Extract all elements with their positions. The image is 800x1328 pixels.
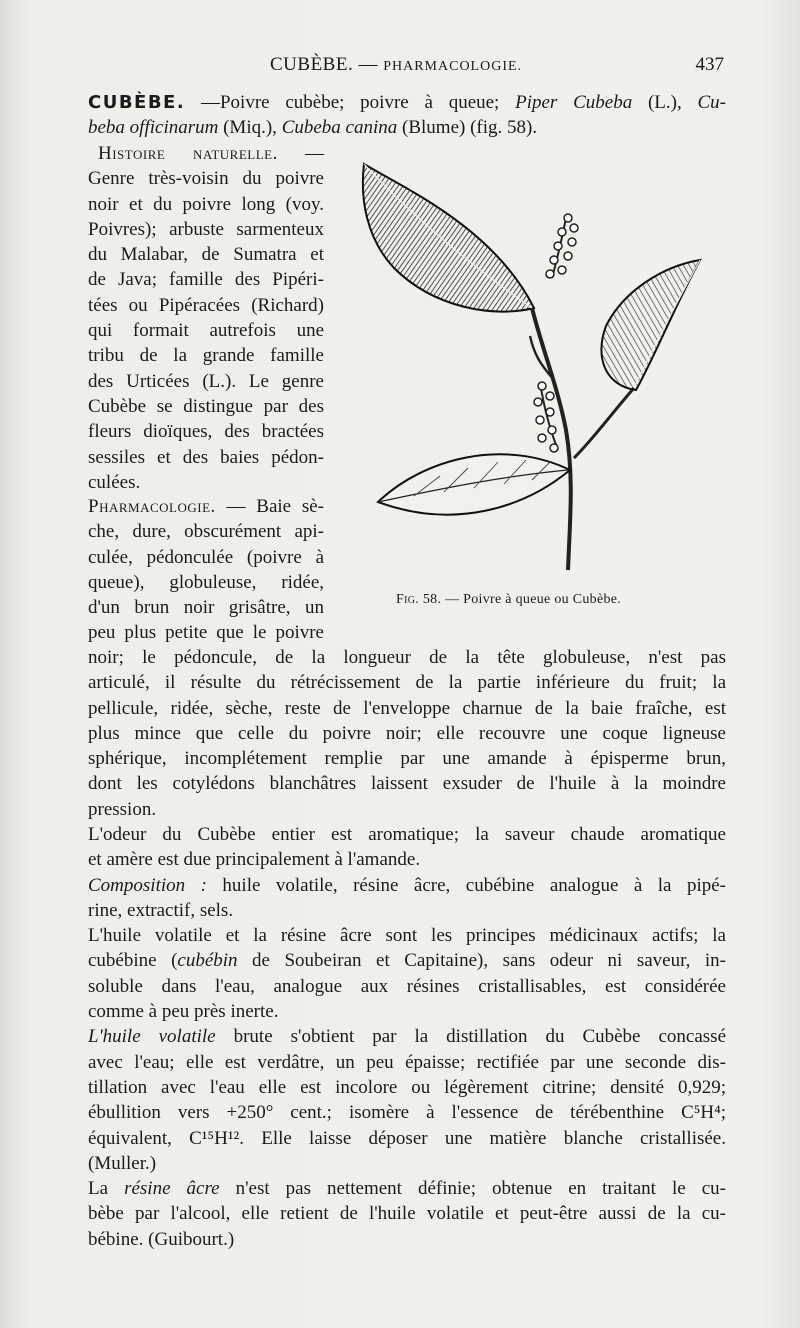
histoire-line-2: noir et du poivre long (voy. [88,193,324,215]
figure-label: Fig. 58. [396,592,442,607]
pharmaco-line-3: queue), globuleuse, ridée, [88,571,324,593]
histoire-line-7: qui formait autrefois une [88,320,324,342]
cubebe-illustration [344,158,724,598]
cu-prefix: Cu- [697,92,726,113]
miq: (Miq.), [218,117,282,139]
pharmaco-full-line-4: plus mince que celle du poivre noir; elle recouvre une coque ligneuse [88,722,726,744]
cubeba-officinarum: beba officinarum [88,117,219,139]
pharmaco-heading: Pharmacologie. [88,496,216,517]
pharmaco-full-line-5: sphérique, incomplétement remplie par une amande à épisperme brun, [88,748,726,770]
resine-label: résine âcre [124,1178,220,1200]
composition-label: Composition : [88,874,207,896]
figure-caption [396,592,716,608]
resine-line-2: bébine. (Guibourt.) [88,1228,235,1250]
cubeba-canina: Cubeba canina [281,117,398,139]
histoire-line-6: tées ou Pipéracées (Richard) [88,294,324,316]
histoire-line-5: de Java; famille des Pipéri- [88,269,324,291]
histoire-line-1: Genre très-voisin du poivre [88,168,324,190]
cubebin: cubébin [177,950,238,972]
huile-volatile-rest: brute s'obtient par la distillation du Cubèbe concassé [215,1026,727,1048]
running-head-cubebe: CUBÈBE. [270,54,354,75]
resine-line-1: bèbe par l'alcool, elle retient de l'huile volatile et peut-être aussi de la cu- [88,1203,726,1225]
huile-lines [88,1050,726,1176]
huile-resine-line-1: L'huile volatile et la résine âcre sont les principes médicinaux actifs; la [88,925,726,947]
head-word: CUBÈBE. [88,92,186,113]
pharmaco-line-1: che, dure, obscurément api- [88,521,324,543]
pharmaco-full-line-1: noir; le pédoncule, de la longueur de la tête globuleuse, n'est pas [88,647,726,668]
histoire-line-13: culées. [88,471,141,493]
histoire-line-9: des Urticées (L.). Le genre [88,370,324,392]
cubebine-line [88,948,726,973]
histoire-line-8: tribu de la grande famille [88,345,324,367]
entry-line1: —Poivre cubèbe; poivre à queue; [185,92,516,113]
huile-line-3: ébullition vers +250° cent.; isomère à l'essence de térébenthine C⁵H⁴; [88,1102,726,1124]
pharmaco-full-line-2: articulé, il résulte du rétrécissement de la partie inférieure du fruit; la [88,672,726,694]
composition-line-1 [88,873,726,898]
figure-58 [344,158,724,608]
pharmaco-full-line-3: pellicule, ridée, sèche, reste de l'enveloppe charnue de la baie fraîche, est [88,697,726,719]
huile-line-2: tillation avec l'eau elle est incolore ou légèrement citrine; densité 0,929; [88,1076,726,1098]
page-number: 437 [695,54,724,75]
histoire-dash: — [277,143,325,164]
composition-text: huile volatile, résine âcre, cubébine analogue à la pipé- [206,874,727,896]
huile-resine-line-3: comme à peu près inerte. [88,1001,279,1023]
entry-heading [88,90,726,141]
huile-resine-line-2: soluble dans l'eau, analogue aux résines cristallisables, est considérée [88,975,726,997]
running-head-dash: — [358,54,378,75]
huile-line-4: équivalent, C¹⁵H¹². Elle laisse déposer une matière blanche cristallisée. [88,1127,726,1149]
histoire-line-3: Poivres); arbuste sarmenteux [88,218,324,240]
pharmaco-full-lines [88,645,726,822]
pharmaco-dash: — Baie sè- [215,496,324,517]
cubebine-post: de Soubeiran et Capitaine), sans odeur ni saveur, in- [237,950,727,972]
running-head-section: PHARMACOLOGIE. [383,59,523,74]
blume: (Blume) (fig. 58). [397,117,538,139]
resine-pre: La [88,1178,125,1200]
pharmaco-line-5: peu plus petite que le poivre [88,622,324,644]
pharmaco-line-4: d'un brun noir grisâtre, un [88,597,324,619]
resine-line [88,1176,726,1201]
odeur-line-1: L'odeur du Cubèbe entier est aromatique; la saveur chaude aromatique [88,824,726,845]
pharmacologie [88,494,324,646]
histoire-heading: Histoire naturelle. [98,143,278,164]
running-head-title [270,54,522,76]
histoire-line-11: fleurs dioïques, des bractées [88,421,324,443]
histoire-line-4: du Malabar, de Sumatra et [88,244,324,266]
resine-rest: n'est pas nettement définie; obtenue en traitant le cu- [219,1178,726,1200]
histoire-line-12: sessiles et des baies pédon- [88,446,324,468]
histoire-lines [88,166,324,495]
pharmaco-lines [88,519,324,645]
lower-fruit-spike [534,382,558,452]
histoire-line-10: Cubèbe se distingue par des [88,395,324,417]
body-text [88,822,726,1252]
huile-line-1: avec l'eau; elle est verdâtre, un peu épaisse; rectifiée par une seconde dis- [88,1051,726,1073]
running-head [88,54,724,80]
pharmaco-full-line-7: pression. [88,798,157,820]
odeur-line-2: et amère est due principalement à l'amande. [88,849,421,871]
huile-line-5: (Muller.) [88,1152,157,1174]
huile-volatile-label: L'huile volatile [88,1026,216,1048]
piper-author: (L.), [632,92,698,113]
upper-fruit-spike [546,214,578,278]
pharmaco-line-2: culée, pédonculée (poivre à [88,546,324,568]
figure-caption-text: — Poivre à queue ou Cubèbe. [441,592,622,607]
histoire-naturelle [88,141,324,495]
huile-volatile-line [88,1024,726,1049]
piper-cubeba: Piper Cubeba [515,92,633,113]
cubebine-pre: cubébine ( [88,950,178,972]
resine-lines [88,1201,726,1252]
pharmaco-full-line-6: dont les cotylédons blanchâtres laissent exsuder de l'huile à la moindre [88,773,726,795]
composition-line-2: rine, extractif, sels. [88,899,234,921]
